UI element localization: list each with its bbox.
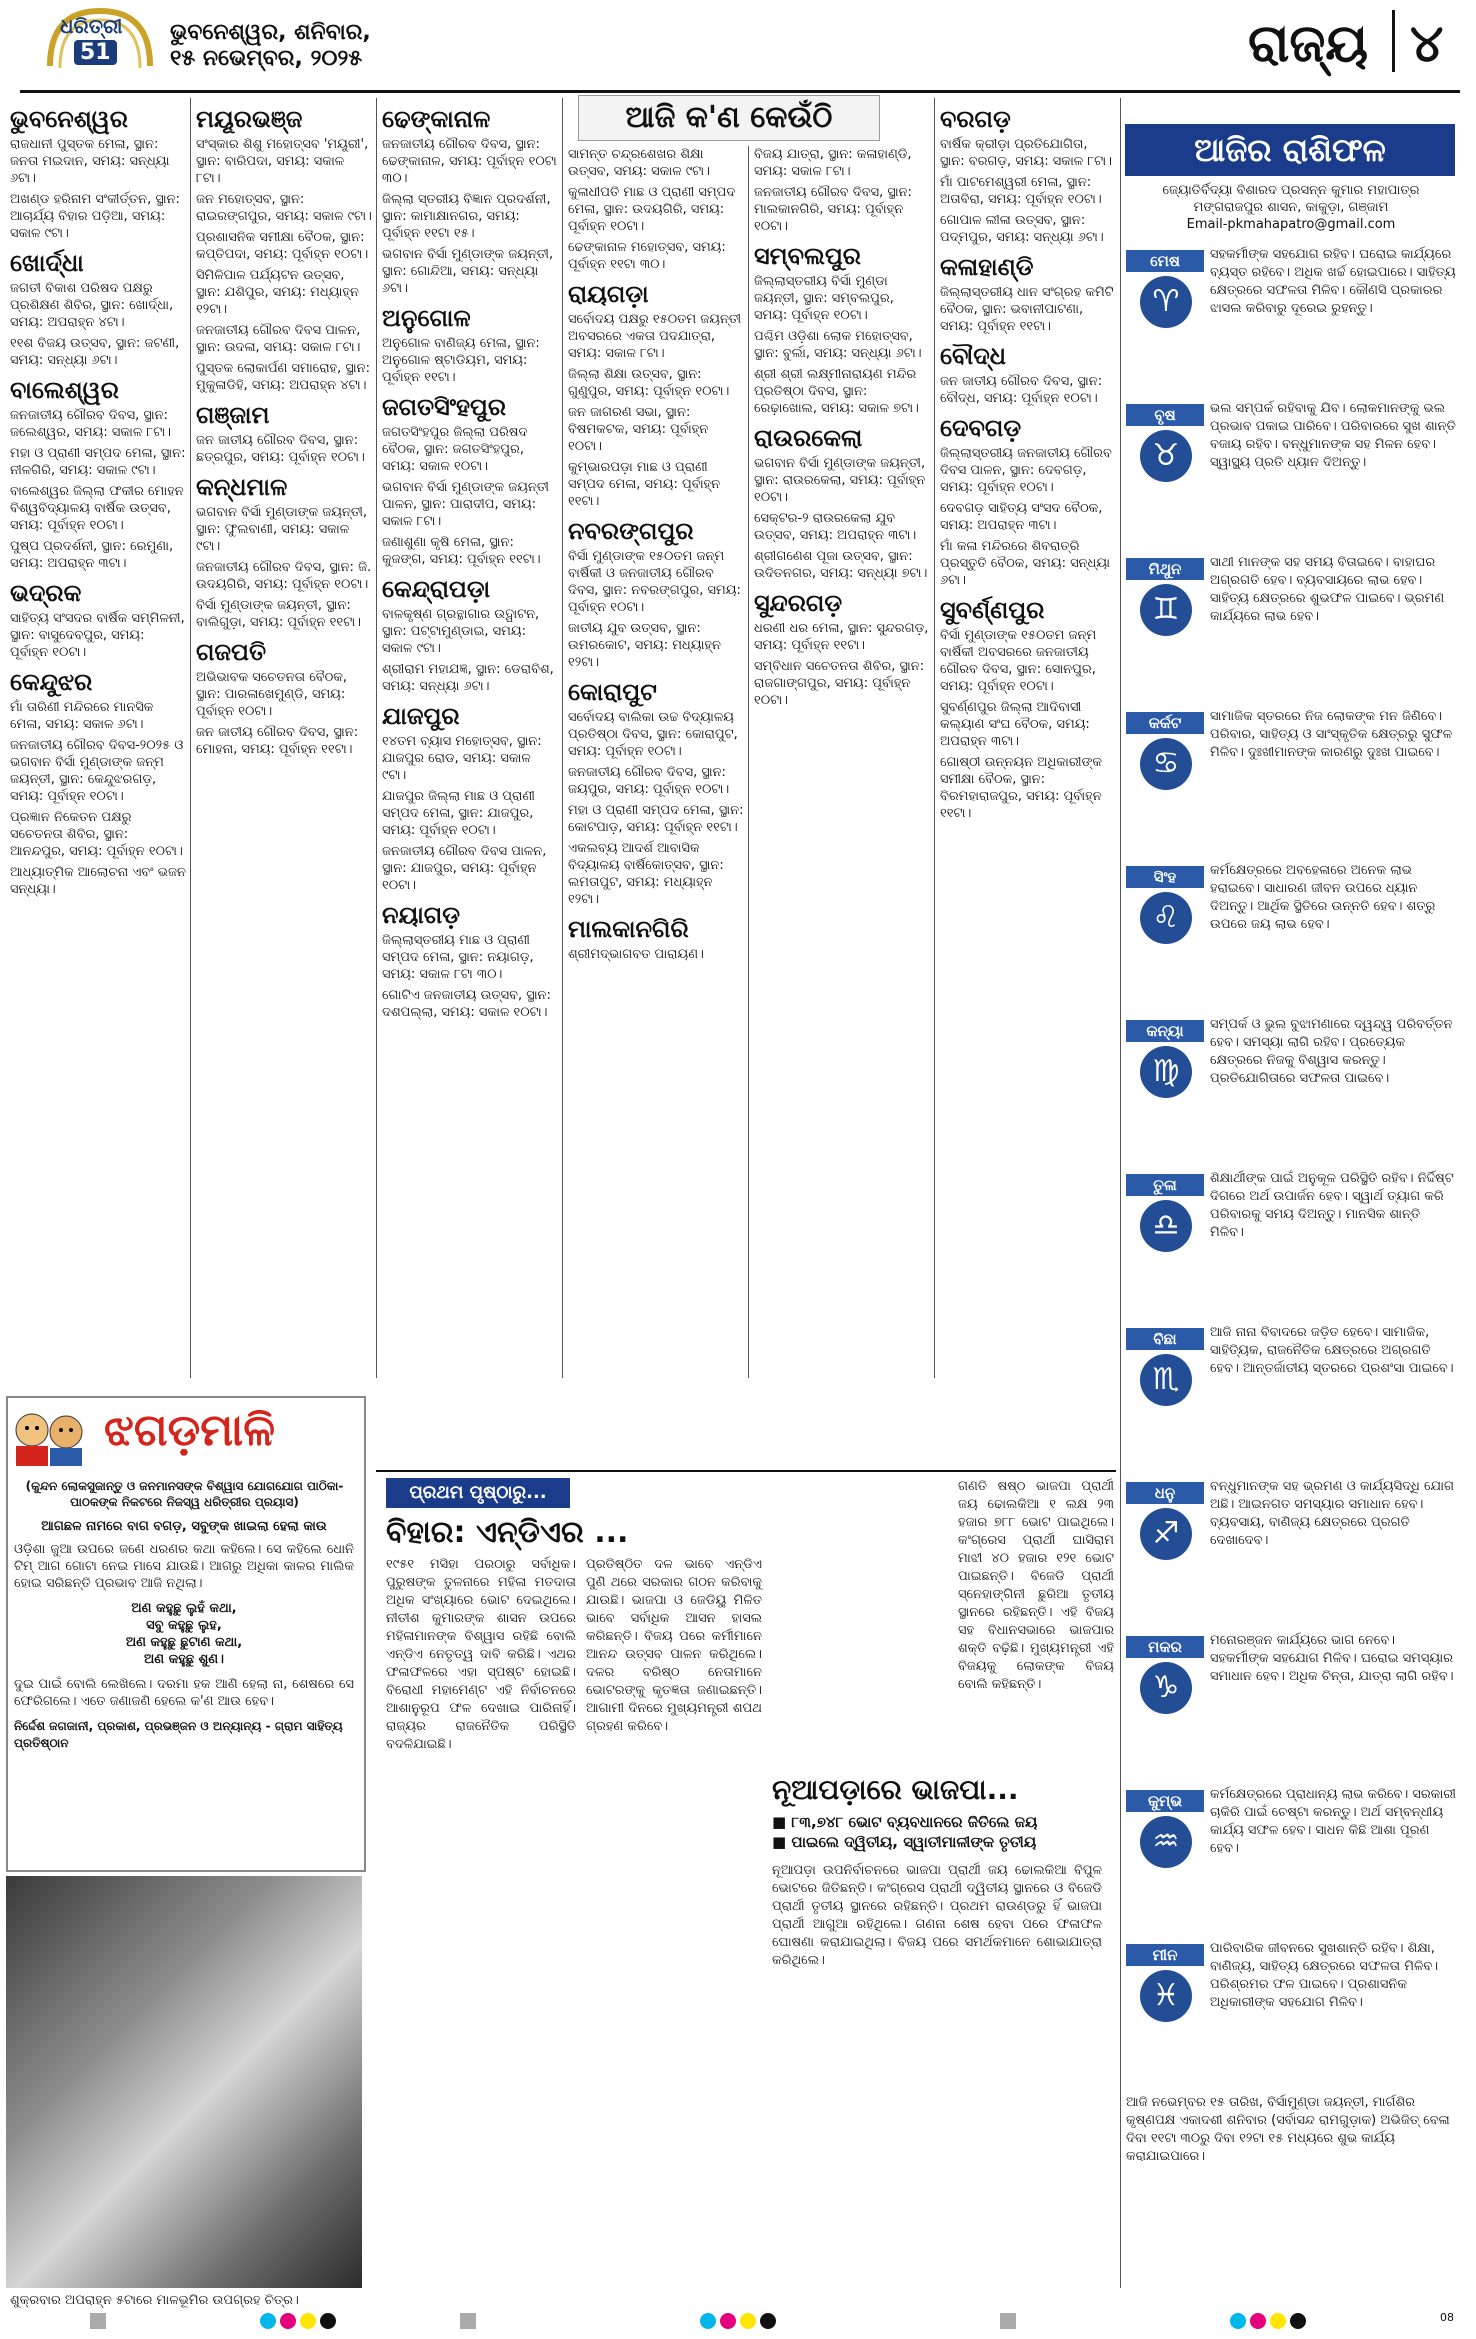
author-name: ଜ୍ୟୋତିର୍ବିଦ୍ୟା ବିଶାରଦ ପ୍ରସନ୍ନ କୁମାର ମହାପାତ୍ର bbox=[1162, 183, 1420, 198]
event-item: ମହା ଓ ପ୍ରାଣୀ ସମ୍ପଦ ମେଳା, ସ୍ଥାନ: ନୀଳଗିରି, ସମୟ: ସକାଳ ୯ଟା। bbox=[10, 446, 186, 478]
event-item: ବାଲେଶ୍ୱର ଜିଲ୍ଲା ଫକୀର ମୋହନ ବିଶ୍ୱବିଦ୍ୟାଳୟ ବାର୍ଷିକ ଉତ୍ସବ, ସମୟ: ପୂର୍ବାହ୍ନ ୧୦ଟା। bbox=[10, 484, 184, 533]
zodiac-icon: ♈ bbox=[1140, 276, 1192, 328]
district-heading: ମାଲକାନଗିରି bbox=[568, 915, 689, 943]
cartoon-byline: ନିର୍ଦ୍ଦେଶ ଜଗଜାନୀ, ପ୍ରକାଶ, ପ୍ରଭଞ୍ଜନ ଓ ଅନ୍ୟାନ୍ୟ - ଗ୍ରାମ ସାହିତ୍ୟ ପ୍ରତିଷ୍ଠାନ bbox=[14, 1719, 343, 1750]
event-item: ଗୋଟିଏ ଜନଜାତୀୟ ଉତ୍ସବ, ସ୍ଥାନ: ଦଶପଲ୍ଲା, ସମୟ: ସକାଳ ୧୦ଟା। bbox=[382, 988, 551, 1020]
district-heading: ରାଉରକେଲା bbox=[754, 424, 863, 452]
cyan-registration-dot bbox=[260, 2313, 276, 2329]
bihar-story-col-1: ୧୯୫୧ ମସିହା ପରଠାରୁ ସର୍ବାଧିକ। ପୁରୁଷଙ୍କ ତୁଳନାରେ ମହିଳା ମତଦାତା ଅଧିକ ସଂଖ୍ୟାରେ ଭୋଟ ଦେଇଥିଲେ। ନୀତୀଶ କୁମାରଙ୍କ ଶାସନ ଉପରେ ମହିଳାମାନଙ୍କ ବିଶ୍ୱାସ ରହିଛି ବୋଲି ଏନ୍‌ଡିଏ ନେତୃତ୍ୱ ଦାବି କରିଛି। ଏଥର ଫଳାଫଳରେ ଏହା ସ୍ପଷ୍ଟ ହୋଇଛି। ବିରୋଧୀ ମହାମେଣ୍ଟ ଏହି ନିର୍ବାଚନରେ ଆଶାନୁରୂପ ଫଳ ଦେଖାଇ ପାରିନାହିଁ। ରାଜ୍ୟର ରାଜନୈତିକ ପରିସ୍ଥିତି ବଦଳିଯାଇଛି। bbox=[386, 1557, 576, 1752]
event-item: ପୁଷ୍ପ ପ୍ରଦର୍ଶନୀ, ସ୍ଥାନ: ରେମୁଣା, ସମୟ: ଅପରାହ୍ନ ୩ଟା। bbox=[10, 539, 174, 571]
rashi-sign-text: ଶିକ୍ଷାର୍ଥୀଙ୍କ ପାଇଁ ଅନୁକୂଳ ପରିସ୍ଥିତି ରହିବ। ନିର୍ଦ୍ଦିଷ୍ଟ ଦିଗରେ ଅର୍ଥ ଉପାର୍ଜନ ହେବ। ସ୍ୱାର୍ଥ ତ୍ୟାଗ କରି ପରିବାରକୁ ସମୟ ଦିଅନ୍ତୁ। ମାନସିକ ଶାନ୍ତି ମିଳିବ। bbox=[1210, 1171, 1454, 1240]
author-email: Email-pkmahapatro@gmail.com bbox=[1186, 217, 1396, 232]
event-item: ମାଁ ତାରିଣୀ ମନ୍ଦିରରେ ମାନସିକ ମେଳା, ସମୟ: ସକାଳ ୬ଟା। bbox=[10, 700, 154, 732]
rashi-sign-label: କର୍କଟ bbox=[1126, 712, 1204, 734]
event-item: ସିମିଳିପାଳ ପର୍ଯ୍ୟଟନ ଉତ୍ସବ, ସ୍ଥାନ: ଯଶିପୁର, ସମୟ: ମଧ୍ୟାହ୍ନ ୧୨ଟା। bbox=[196, 268, 359, 317]
event-item: ୧୧ଶ ବିଜୟ ଉତ୍ସବ, ସ୍ଥାନ: ଜଟଣୀ, ସମୟ: ସନ୍ଧ୍ୟା ୬ଟା। bbox=[10, 336, 180, 368]
nuapada-subhead-2: ■ ପାଇଲେ ଦ୍ୱିତୀୟ, ସ୍ୱାତୀମାଳୀଙ୍କ ତୃତୀୟ bbox=[772, 1833, 1037, 1851]
events-column-3 bbox=[382, 98, 558, 1025]
event-item: ଭଗବାନ ବିର୍ସା ମୁଣ୍ଡାଙ୍କ ଜୟନ୍ତୀ ପାଳନ, ସ୍ଥାନ: ପାରାଦୀପ, ସମୟ: ସକାଳ ୮ଟା। bbox=[382, 480, 549, 529]
district-heading: ନୟାଗଡ଼ bbox=[382, 901, 461, 929]
event-item: ଜନଜାତୀୟ ଗୌରବ ଦିବସ-୨୦୨୫ ଓ ଭଗବାନ ବିର୍ସା ମୁଣ୍ଡାଙ୍କ ଜନ୍ମ ଜୟନ୍ତୀ, ସ୍ଥାନ: କେନ୍ଦୁଝରଗଡ଼, ସମୟ: ପୂର୍ବାହ୍ନ ୧୦ଟା। bbox=[10, 738, 184, 804]
rashi-sign-text: କର୍ମକ୍ଷେତ୍ରରେ ପ୍ରାଧାନ୍ୟ ଲାଭ କରିବେ। ସରକାରୀ ଚାକିରି ପାଇଁ ଚେଷ୍ଟା କରନ୍ତୁ। ଅର୍ଥ ସମ୍ବନ୍ଧୀୟ କାର୍ଯ୍ୟ ସଫଳ ହେବ। ସାଧନ କିଛି ଆଶା ପୂରଣ ହେବ। bbox=[1210, 1787, 1456, 1856]
panjika-note: ଆଜି ନଭେମ୍ବର ୧୫ ତାରିଖ, ବିର୍ସାମୁଣ୍ଡା ଜୟନ୍ତୀ, ମାର୍ଗଶିର କୃଷ୍ଣପକ୍ଷ ଏକାଦଶୀ ଶନିବାର (ସର୍ବାସନ୍ଦ ରାମଗୁଡ଼ାକ) ଅଭିଜିତ୍ ବେଳା ଦିବା ୧୧ଟା ୩୦ରୁ ଦିବା ୧୨ଟା ୧୫ ମଧ୍ୟରେ ଶୁଭ କାର୍ଯ୍ୟ କରାଯାଇପାରେ। bbox=[1126, 2095, 1450, 2164]
zodiac-icon: ♐ bbox=[1140, 1508, 1192, 1560]
satellite-weather-image bbox=[6, 1876, 362, 2288]
date-line-2: ୧୫ ନଭେମ୍ବର, ୨୦୨୫ bbox=[170, 46, 363, 71]
zodiac-icon: ♉ bbox=[1140, 430, 1192, 482]
zodiac-icon: ♎ bbox=[1140, 1200, 1192, 1252]
rashi-sign-text: ସାମାଜିକ ସ୍ତରରେ ନିଜ ଲୋକଙ୍କ ମନ ଜିଣିବେ। ପରିବାର, ସାହିତ୍ୟ ଓ ସାଂସ୍କୃତିକ କ୍ଷେତ୍ରରୁ ସୁଫଳ ମିଳିବ। ଦୁଃଖୀମାନଙ୍କ କାରଣରୁ ଦୁଃଖ ପାଇବେ। bbox=[1210, 709, 1453, 760]
bihar-headline: ବିହାର: ଏନ୍‌ଡିଏର ... bbox=[386, 1515, 629, 1550]
event-item: ଜନଜାତୀୟ ଗୌରବ ଦିବସ, ସ୍ଥାନ: ଜଲେଶ୍ୱର, ସମୟ: ସକାଳ ୮ଟା। bbox=[10, 408, 172, 440]
event-item: ଜନଜାତୀୟ ଗୌରବ ଦିବସ ପାଳନ, ସ୍ଥାନ: ଯାଜପୁର, ସମୟ: ପୂର୍ବାହ୍ନ ୧୦ଟା। bbox=[382, 844, 547, 893]
author-address: ମଙ୍ଗରାଜପୁର ଶାସନ, କାକୁଡ଼ା, ଗଞ୍ଜାମ bbox=[1193, 200, 1389, 215]
event-item: ଜନ ଜାତୀୟ ଗୌରବ ଦିବସ, ସ୍ଥାନ: ବୌଦ୍ଧ, ସମୟ: ପୂର୍ବାହ୍ନ ୧୦ଟା। bbox=[940, 374, 1103, 406]
black-registration-dot bbox=[320, 2313, 336, 2329]
nuapada-subhead-1: ■ ୮୩,୭୪୮ ଭୋଟ ବ୍ୟବଧାନରେ ଜିତିଲେ ଜୟ bbox=[772, 1813, 1038, 1831]
cartoon-credit: (କୁନ୍ଦନ ଲୋକସୁଜାନ୍ତୁ ଓ ଜନମାନସଙ୍କ ବିଶ୍ୱାସ ଯୋଗଯୋଗ ପାଠିକା-ପାଠକଙ୍କ ନିକଟରେ ନିଜସ୍ୱ ଧରିତ୍ରୀର ପ୍ରୟାସ) bbox=[25, 1479, 344, 1509]
rashi-sign-text: ପାରିବାରିକ ଜୀବନରେ ସୁଖଶାନ୍ତି ରହିବ। ଶିକ୍ଷା, ବାଣିଜ୍ୟ, ସାହିତ୍ୟ କ୍ଷେତ୍ରରେ ସଫଳତା ମିଳିବ। ପରିଶ୍ରମର ଫଳ ପାଇବେ। ପ୍ରଶାସନିକ ଅଧିକାରୀଙ୍କ ସହଯୋଗ ମିଳିବ। bbox=[1210, 1941, 1439, 2010]
registration-square bbox=[90, 2313, 106, 2329]
district-heading: କଳାହାଣ୍ଡି bbox=[940, 253, 1034, 281]
date-line bbox=[170, 20, 371, 72]
rashi-sign-label: ମିଥୁନ bbox=[1126, 558, 1204, 580]
masthead-rule bbox=[20, 90, 1460, 93]
district-heading: କୋରାପୁଟ bbox=[568, 678, 657, 706]
district-heading: ଜଗତସିଂହପୁର bbox=[382, 393, 507, 421]
event-item: ସାମନ୍ତ ଚନ୍ଦ୍ରଶେଖର ଶିକ୍ଷା ଉତ୍ସବ, ସମୟ: ସକାଳ ୯ଟା। bbox=[568, 147, 710, 179]
event-item: ଜନଜାତୀୟ ଗୌରବ ଦିବସ, ସ୍ଥାନ: ଢେଙ୍କାନାଳ, ସମୟ: ପୂର୍ବାହ୍ନ ୧୦ଟା ୩୦। bbox=[382, 137, 557, 186]
event-item: ସମ୍ବିଧାନ ସଚେତନତା ଶିବିର, ସ୍ଥାନ: ରାଜଗାଙ୍ଗପୁର, ସମୟ: ପୂର୍ବାହ୍ନ ୧୦ଟା। bbox=[754, 659, 925, 708]
district-heading: ଭୁବନେଶ୍ୱର bbox=[10, 105, 128, 133]
event-item: ବିର୍ସା ମୁଣ୍ଡାଙ୍କ ଜୟନ୍ତୀ, ସ୍ଥାନ: ବାଲିଗୁଡ଼ା, ସମୟ: ପୂର୍ବାହ୍ନ ୧୧ଟା। bbox=[196, 598, 362, 630]
rashi-sign-label: ବୃଷ bbox=[1126, 404, 1204, 426]
event-item: କୁଳାଧୀପତି ମାଛ ଓ ପ୍ରାଣୀ ସମ୍ପଦ ମେଳା, ସ୍ଥାନ: ଉଦୟଗିରି, ସମୟ: ପୂର୍ବାହ୍ନ ୧୦ଟା। bbox=[568, 185, 736, 234]
district-heading: ଢେଙ୍କାନାଳ bbox=[382, 105, 491, 133]
event-item: ପଶ୍ଚିମ ଓଡ଼ିଶା ଲୋକ ମହୋତ୍ସବ, ସ୍ଥାନ: ବୁର୍ଲା, ସମୟ: ସନ୍ଧ୍ୟା ୬ଟା। bbox=[754, 329, 922, 361]
cyan-registration-dot bbox=[700, 2313, 716, 2329]
event-item: ଜିଲ୍ଲାସ୍ତରୀୟ ଜନଜାତୀୟ ଗୌରବ ଦିବସ ପାଳନ, ସ୍ଥାନ: ଦେବଗଡ଼, ସମୟ: ପୂର୍ବାହ୍ନ ୧୦ଟା। bbox=[940, 446, 1112, 495]
nuapada-headline: ନୂଆପଡ଼ାରେ ଭାଜପା... bbox=[772, 1773, 1019, 1806]
events-column-1 bbox=[10, 98, 186, 902]
magenta-registration-dot bbox=[280, 2313, 296, 2329]
rashi-sign-text: ବନ୍ଧୁମାନଙ୍କ ସହ ଭ୍ରମଣ ଓ କାର୍ଯ୍ୟସିଦ୍ଧି ଯୋଗ ଅଛି। ଆଇନଗତ ସମସ୍ୟାର ସମାଧାନ ହେବ। ବ୍ୟବସାୟ, ବାଣିଜ୍ୟ କ୍ଷେତ୍ରରେ ପ୍ରଗତି ଦେଖାଦେବ। bbox=[1210, 1479, 1454, 1548]
cyan-registration-dot bbox=[1230, 2313, 1246, 2329]
district-heading: ମୟୂରଭଞ୍ଜ bbox=[196, 105, 303, 133]
event-item: ଆଧ୍ୟାତ୍ମିକ ଆଲୋଚନା ଏବଂ ଭଜନ ସନ୍ଧ୍ୟା। bbox=[10, 865, 186, 897]
event-item: ମାଁ ପାଟମେଶ୍ୱରୀ ମେଳା, ସ୍ଥାନ: ଅତାବିରା, ସମୟ: ପୂର୍ବାହ୍ନ ୧୦ଟା। bbox=[940, 175, 1102, 207]
event-item: ୧୪ତମ ବ୍ୟାସ ମହୋତ୍ସବ, ସ୍ଥାନ: ଯାଜପୁର ରୋଡ, ସମୟ: ସକାଳ ୯ଟା। bbox=[382, 734, 542, 783]
event-item: ଗୋଷ୍ଠୀ ଉନ୍ନୟନ ଅଧିକାରୀଙ୍କ ସମୀକ୍ଷା ବୈଠକ, ସ୍ଥାନ: ବିରମହାରାଜପୁର, ସମୟ: ପୂର୍ବାହ୍ନ ୧୧ଟା। bbox=[940, 755, 1102, 821]
rashi-sign-label: ମକର bbox=[1126, 1636, 1204, 1658]
event-item: ଶ୍ରୀ ଶ୍ରୀ ଲକ୍ଷ୍ମୀନାରାୟଣ ମନ୍ଦିର ପ୍ରତିଷ୍ଠା ଦିବସ, ସ୍ଥାନ: ରେଢ଼ାଖୋଲ, ସମୟ: ସକାଳ ୭ଟା। bbox=[754, 367, 919, 416]
event-item: ବାଳକୃଷ୍ଣ ଗ୍ରନ୍ଥାଗାର ଉଦ୍ଘାଟନ, ସ୍ଥାନ: ପଟ୍ଟାମୁଣ୍ଡାଇ, ସମୟ: ସକାଳ ୯ଟା। bbox=[382, 607, 540, 656]
district-heading: ଗଜପତି bbox=[196, 638, 267, 666]
event-item: ବିଜୟ ଯାତ୍ରା, ସ୍ଥାନ: କଳାହାଣ୍ଡି, ସମୟ: ସକାଳ ୮ଟା। bbox=[754, 147, 912, 179]
column-divider bbox=[562, 98, 563, 1378]
zodiac-icon: ♒ bbox=[1140, 1816, 1192, 1868]
cartoon-paragraph: ଓଡ଼ିଶା ଜୁଆ ଉପରେ ଜଣେ ଧରଣର କଥା କହିଲେ। ସେ କହିଲେ ଧୋନି ଟିମ୍ ଆଗ ଗୋଟା ନେଇ ମାସେ ଯାଉଛି। ଆଗରୁ ଅଧିକା କାଳର ମାଲିକ ହୋଇ ସରିଛନ୍ତି ପ୍ରଭାବ ଆଜି ନଥିଲା। bbox=[14, 1542, 354, 1591]
event-item: ଭଗବାନ ବିର୍ସା ମୁଣ୍ଡାଙ୍କ ଜୟନ୍ତୀ, ସ୍ଥାନ: ରାଉରକେଲା, ସମୟ: ପୂର୍ବାହ୍ନ ୧୦ଟା। bbox=[754, 456, 926, 505]
zodiac-icon: ♋ bbox=[1140, 738, 1192, 790]
rashi-sign-label: ସିଂହ bbox=[1126, 866, 1204, 888]
bihar-story-col-2: ପ୍ରତିଷ୍ଠିତ ଦଳ ଭାବେ ଏନ୍‌ଡିଏ ପୁଣି ଥରେ ସରକାର ଗଠନ କରିବାକୁ ଯାଉଛି। ଭାଜପା ଓ ଜେଡିୟୁ ମିଳିତ ଭାବେ ସର୍ବାଧିକ ଆସନ ହାସଲ କରିଛନ୍ତି। ବିଜୟ ପରେ କର୍ମୀମାନେ ଆନନ୍ଦ ଉତ୍ସବ ପାଳନ କରିଥିଲେ। ଦଳର ବରିଷ୍ଠ ନେତାମାନେ ଭୋଟରଙ୍କୁ କୃତଜ୍ଞତା ଜଣାଇଛନ୍ତି। ଆଗାମୀ ଦିନରେ ମୁଖ୍ୟମନ୍ତ୍ରୀ ଶପଥ ଗ୍ରହଣ କରିବେ। bbox=[586, 1557, 762, 1734]
zodiac-icon: ♍ bbox=[1140, 1046, 1192, 1098]
event-item: ଭଗବାନ ବିର୍ସା ମୁଣ୍ଡାଙ୍କ ଜୟନ୍ତୀ, ସ୍ଥାନ: ଗୋନ୍ଦିଆ, ସମୟ: ସନ୍ଧ୍ୟା ୬ଟା। bbox=[382, 247, 554, 296]
rashi-sign-label: କୁମ୍ଭ bbox=[1126, 1790, 1204, 1812]
magenta-registration-dot bbox=[720, 2313, 736, 2329]
column-divider bbox=[190, 98, 191, 1378]
section-title: ରାଜ୍ୟ bbox=[1248, 14, 1369, 74]
logo-years-number: 51 bbox=[74, 40, 117, 65]
zodiac-icon: ♑ bbox=[1140, 1662, 1192, 1714]
page-number: ୪ bbox=[1410, 14, 1444, 74]
district-heading: କେନ୍ଦୁଝର bbox=[10, 668, 93, 696]
event-item: ଅଖଣ୍ଡ ହରିନାମ ସଂକୀର୍ତ୍ତନ, ସ୍ଥାନ: ଆଚାର୍ଯ୍ୟ ବିହାର ପଡ଼ିଆ, ସମୟ: ସକାଳ ୯ଟା। bbox=[10, 192, 180, 241]
rashi-sign-label: ବିଛା bbox=[1126, 1328, 1204, 1350]
event-item: ସର୍ବୋଦୟ ବାଲିକା ଉଚ୍ଚ ବିଦ୍ୟାଳୟ ପ୍ରତିଷ୍ଠା ଦିବସ, ସ୍ଥାନ: କୋରାପୁଟ, ସମୟ: ପୂର୍ବାହ୍ନ ୧୦ଟା। bbox=[568, 710, 738, 759]
event-item: ଜିଲ୍ଲାସ୍ତରୀୟ ବିର୍ସା ମୁଣ୍ଡା ଜୟନ୍ତୀ, ସ୍ଥାନ: ସମ୍ବଲପୁର, ସମୟ: ପୂର୍ବାହ୍ନ ୧୦ଟା। bbox=[754, 274, 894, 323]
event-item: ପ୍ରଶାସନିକ ସମୀକ୍ଷା ବୈଠକ, ସ୍ଥାନ: କପ୍ତିପଦା, ସମୟ: ପୂର୍ବାହ୍ନ ୧୦ଟା। bbox=[196, 230, 369, 262]
event-item: ଜନ ଜାତୀୟ ଗୌରବ ଦିବସ, ସ୍ଥାନ: ମୋହନା, ସମୟ: ପୂର୍ବାହ୍ନ ୧୧ଟା। bbox=[196, 725, 359, 757]
rashi-sign-text: ସହକର୍ମୀଙ୍କ ସହଯୋଗ ରହିବ। ଘରୋଇ କାର୍ଯ୍ୟରେ ବ୍ୟସ୍ତ ରହିବେ। ଅଧିକ ଖର୍ଚ୍ଚ ହୋଇପାରେ। ସାହିତ୍ୟ କ୍ଷେତ୍ରରେ ସଫଳତା ମିଳିବ। କୌଣସି ପ୍ରକାରର ଝାସଲ କରିବାରୁ ଦୂରେଇ ରୁହନ୍ତୁ। bbox=[1210, 247, 1456, 316]
cartoon-paragraph-2: ଦୁଇ ପାଇଁ ବୋଲି ଲେଖିଲେ। ଦରମା ହକ ଆଣି ହେଲା ନା, ଶେଷରେ ସେ ଫେରିଗଲେ। ଏତେ ଜଣାଜଣି ହେଲେ କ'ଣ ଆଉ ହେବ। bbox=[14, 1677, 354, 1709]
event-item: ପ୍ରଜ୍ଞାନ ନିକେତନ ପକ୍ଷରୁ ସଚେତନତା ଶିବିର, ସ୍ଥାନ: ଆନନ୍ଦପୁର, ସମୟ: ପୂର୍ବାହ୍ନ ୧୦ଟା। bbox=[10, 810, 183, 859]
event-item: ଧରଣୀ ଧର ମେଳା, ସ୍ଥାନ: ସୁନ୍ଦରଗଡ଼, ସମୟ: ପୂର୍ବାହ୍ନ ୧୧ଟା। bbox=[754, 621, 929, 653]
event-item: ଢେଙ୍କାନାଳ ମହୋତ୍ସବ, ସମୟ: ପୂର୍ବାହ୍ନ ୧୧ଟା ୩୦। bbox=[568, 240, 726, 272]
events-banner: ଆଜି କ'ଣ କେଉଁଠି bbox=[578, 95, 880, 141]
rashi-sign-label: ମେଷ bbox=[1126, 250, 1204, 272]
stories-rule bbox=[376, 1470, 1116, 1472]
event-item: ଜନଜାତୀୟ ଗୌରବ ଦିବସ, ସ୍ଥାନ: ଜୟପୁର, ସମୟ: ପୂର୍ବାହ୍ନ ୧୦ଟା। bbox=[568, 765, 730, 797]
rashi-sign-label: କନ୍ୟା bbox=[1126, 1020, 1204, 1042]
registration-square bbox=[460, 2313, 476, 2329]
event-item: ବାର୍ଷିକ କ୍ରୀଡ଼ା ପ୍ରତିଯୋଗିତା, ସ୍ଥାନ: ବରଗଡ଼, ସମୟ: ସକାଳ ୮ଟା। bbox=[940, 137, 1112, 169]
masthead bbox=[0, 0, 1476, 90]
event-item: ପୁସ୍ତକ ଲୋକାର୍ପଣ ସମାରୋହ, ସ୍ଥାନ: ମୁକୁଳାଡିହି, ସମୟ: ଅପରାହ୍ନ ୪ଟା। bbox=[196, 361, 370, 393]
district-heading: ଖୋର୍ଦ୍ଧା bbox=[10, 249, 84, 277]
event-item: ଜଣାଶୁଣା କୃଷି ମେଳା, ସ୍ଥାନ: କୁଜଙ୍ଗ, ସମୟ: ପୂର୍ବାହ୍ନ ୧୧ଟା। bbox=[382, 535, 541, 567]
event-item: ସଂସ୍କାର ଶିଶୁ ମହୋତ୍ସବ 'ମୟୂରୀ', ସ୍ଥାନ: ବାରିପଦା, ସମୟ: ସକାଳ ୮ଟା। bbox=[196, 137, 369, 186]
event-item: ଏକଲବ୍ୟ ଆଦର୍ଶ ଆବାସିକ ବିଦ୍ୟାଳୟ ବାର୍ଷିକୋତ୍ସବ, ସ୍ଥାନ: ଲମତାପୁଟ, ସମୟ: ମଧ୍ୟାହ୍ନ ୧୨ଟା। bbox=[568, 841, 724, 907]
event-item: ଜିଲ୍ଲା ସ୍ତରୀୟ ବିଜ୍ଞାନ ପ୍ରଦର୍ଶନୀ, ସ୍ଥାନ: କାମାକ୍ଷାନଗର, ସମୟ: ପୂର୍ବାହ୍ନ ୧୧ଟା ୧୫। bbox=[382, 192, 551, 241]
rashi-sign-text: କର୍ମକ୍ଷେତ୍ରରେ ଅବହେଳାରେ ଅନେକ ଲାଭ ହରାଇବେ। ସାଧାରଣ ଜୀବନ ଉପରେ ଧ୍ୟାନ ଦିଅନ୍ତୁ। ଆର୍ଥିକ ସ୍ଥିତିରେ ଉନ୍ନତି ହେବ। ଶତ୍ରୁ ଉପରେ ଜୟ ଲାଭ ହେବ। bbox=[1210, 863, 1436, 932]
cartoon-body bbox=[14, 1518, 354, 1752]
district-heading: ସୁବର୍ଣ୍ଣପୁର bbox=[940, 596, 1045, 624]
rashifal-author bbox=[1128, 182, 1454, 233]
event-item: ଜନଜାତୀୟ ଗୌରବ ଦିବସ, ସ୍ଥାନ: ମାଲକାନଗିରି, ସମୟ: ପୂର୍ବାହ୍ନ ୧୦ଟା। bbox=[754, 185, 912, 234]
district-heading: ବୌଦ୍ଧ bbox=[940, 342, 1006, 370]
event-item: ବିର୍ସା ମୁଣ୍ଡାଙ୍କ ୧୫୦ତମ ଜନ୍ମ ବାର୍ଷିକୀ ଅବସରରେ ଜନଜାତୀୟ ଗୌରବ ଦିବସ, ସ୍ଥାନ: ସୋନପୁର, ସମୟ: ପୂର୍ବାହ୍ନ ୧୦ଟା। bbox=[940, 628, 1097, 694]
events-column-4 bbox=[568, 146, 744, 967]
cartoon-verse-4: ଅଣ କହୁଛୁ ଶୁଣ। bbox=[144, 1652, 224, 1667]
weather-caption: ଶୁକ୍ରବାର ଅପରାହ୍ନ ୫ଟାରେ ମାଳଭୂମିର ଉପଗ୍ରହ ଚିତ୍ର। bbox=[10, 2293, 299, 2308]
black-registration-dot bbox=[1290, 2313, 1306, 2329]
event-item: ସୁବର୍ଣ୍ଣପୁର ଜିଲ୍ଲା ଆଦିବାସୀ କଲ୍ୟାଣ ସଂଘ ବୈଠକ, ସମୟ: ଅପରାହ୍ନ ୩ଟା। bbox=[940, 700, 1090, 749]
event-item: ଅନୁଗୋଳ ବାଣିଜ୍ୟ ମେଳା, ସ୍ଥାନ: ଅନୁଗୋଳ ଷ୍ଟାଡିୟମ, ସମୟ: ପୂର୍ବାହ୍ନ ୧୧ଟା। bbox=[382, 336, 540, 385]
rashi-sign-text: ଆଜି ନାନା ବିବାଦରେ ଜଡ଼ିତ ହେବେ। ସାମାଜିକ, ସାହିତ୍ୟିକ, ରାଜନୈତିକ କ୍ଷେତ୍ରରେ ଅଗ୍ରଗତି ହେବ। ଆନ୍ତର୍ଜାତୀୟ ସ୍ତରରେ ପ୍ରଶଂସା ପାଇବେ। bbox=[1210, 1325, 1454, 1376]
event-item: କୁମ୍ଭାରପଡ଼ା ମାଛ ଓ ପ୍ରାଣୀ ସମ୍ପଦ ମେଳା, ସମୟ: ପୂର୍ବାହ୍ନ ୧୧ଟା। bbox=[568, 460, 721, 509]
district-heading: ଗଞ୍ଜାମ bbox=[196, 401, 270, 429]
event-item: ଶ୍ରୀମଦ୍ଭାଗବତ ପାରାୟଣ। bbox=[568, 947, 704, 962]
event-item: ଜିଲ୍ଲାସ୍ତରୀୟ ମାଛ ଓ ପ୍ରାଣୀ ସମ୍ପଦ ମେଳା, ସ୍ଥାନ: ନୟାଗଡ଼, ସମୟ: ସକାଳ ୮ଟା ୩୦। bbox=[382, 933, 534, 982]
district-heading: ଦେବଗଡ଼ bbox=[940, 414, 1022, 442]
event-item: ସାହିତ୍ୟ ସଂସଦର ବାର୍ଷିକ ସମ୍ମିଳନୀ, ସ୍ଥାନ: ବାସୁଦେବପୁର, ସମୟ: ପୂର୍ବାହ୍ନ ୧୦ଟା। bbox=[10, 611, 185, 660]
cartoon-title: ଝଗଡ଼ମାଳି bbox=[104, 1405, 275, 1456]
registration-square bbox=[1000, 2313, 1016, 2329]
district-heading: ନବରଙ୍ଗପୁର bbox=[568, 517, 694, 545]
event-item: ଶ୍ରୀଗଣେଶ ପୂଜା ଉତ୍ସବ, ସ୍ଥାନ: ଉଦିତନଗର, ସମୟ: ସନ୍ଧ୍ୟା ୭ଟା। bbox=[754, 549, 928, 581]
event-item: ଜନ ମହୋତ୍ସବ, ସ୍ଥାନ: ରାଇରଙ୍ଗପୁର, ସମୟ: ସକାଳ ୯ଟା। bbox=[196, 192, 372, 224]
nuapada-subheads bbox=[772, 1812, 1102, 1852]
event-item: ଯାଜପୁର ଜିଲ୍ଲା ମାଛ ଓ ପ୍ରାଣୀ ସମ୍ପଦ ମେଳା, ସ୍ଥାନ: ଯାଜପୁର, ସମୟ: ପୂର୍ବାହ୍ନ ୧୦ଟା। bbox=[382, 789, 536, 838]
column-divider bbox=[934, 98, 935, 1378]
event-item: ଜନଜାତୀୟ ଗୌରବ ଦିବସ, ସ୍ଥାନ: ଜି. ଉଦୟଗିରି, ସମୟ: ପୂର୍ବାହ୍ନ ୧୦ଟା। bbox=[196, 560, 372, 592]
rashi-sign-label: ଧନୁ bbox=[1126, 1482, 1204, 1504]
event-item: ସର୍ବୋଦୟ ପକ୍ଷରୁ ୧୫୦ତମ ଜୟନ୍ତୀ ଅବସରରେ ଏକତା ପଦଯାତ୍ରା, ସମୟ: ସକାଳ ୮ଟା। bbox=[568, 312, 742, 361]
event-item: ଜନଜାତୀୟ ଗୌରବ ଦିବସ ପାଳନ, ସ୍ଥାନ: ଉଦଳା, ସମୟ: ସକାଳ ୮ଟା। bbox=[196, 323, 361, 355]
event-item: ଅଭିଭାବକ ସଚେତନତା ବୈଠକ, ସ୍ଥାନ: ପାରଳାଖେମୁଣ୍ଡି, ସମୟ: ପୂର୍ବାହ୍ନ ୧୦ଟା। bbox=[196, 670, 348, 719]
cartoon-subtitle: ଆଗଛଳ ନାମରେ ବାଗ ବଗଡ଼, ସବୁଙ୍କ ଖାଇଲା ହେଲା କାଉ bbox=[41, 1519, 327, 1534]
rashi-sign-text: ସାଥୀ ମାନଙ୍କ ସହ ସମୟ ବିତାଇବେ। ବାହାଘର ଅଗ୍ରଗତି ହେବ। ବ୍ୟବସାୟରେ ଲାଭ ହେବ। ସାହିତ୍ୟ କ୍ଷେତ୍ରରେ ଶୁଭଫଳ ପାଇବେ। ଭ୍ରମଣ କାର୍ଯ୍ୟରେ ଲାଭ ହେବ। bbox=[1210, 555, 1445, 624]
yellow-registration-dot bbox=[300, 2313, 316, 2329]
rashifal-title: ଆଜିର ରାଶିଫଳ bbox=[1125, 124, 1455, 176]
event-item: ସେକ୍ଟର-୨ ରାଉରକେଲା ଯୁବ ଉତ୍ସବ, ସମୟ: ଅପରାହ୍ନ ୩ଟା। bbox=[754, 511, 917, 543]
cartoon-faces-illustration bbox=[10, 1400, 90, 1470]
event-item: ଜନ ଜାତୀୟ ଗୌରବ ଦିବସ, ସ୍ଥାନ: ଛତ୍ରପୁର, ସମୟ: ପୂର୍ବାହ୍ନ ୧୦ଟା। bbox=[196, 433, 365, 465]
rashi-sign-text: ସମ୍ପର୍କ ଓ ଭୁଲ ବୁଝାମଣାରେ ଦ୍ୱନ୍ଦ୍ୱ ପରିବର୍ତ୍ତନ ହେବ। ସମସ୍ୟା ଲାଗି ରହିବ। ପ୍ରତ୍ୟେକ କ୍ଷେତ୍ରରେ ନିଜକୁ ବିଶ୍ୱାସ କରନ୍ତୁ। ପ୍ରତିଯୋଗିତାରେ ସଫଳତା ପାଇବେ। bbox=[1210, 1017, 1453, 1086]
page-code: 08 bbox=[1440, 2311, 1454, 2324]
district-heading: କନ୍ଧମାଳ bbox=[196, 473, 288, 501]
yellow-registration-dot bbox=[1270, 2313, 1286, 2329]
district-heading: କେନ୍ଦ୍ରାପଡ଼ା bbox=[382, 575, 491, 603]
district-heading: ସୁନ୍ଦରଗଡ଼ bbox=[754, 589, 843, 617]
event-item: ଜିଲ୍ଲାସ୍ତରୀୟ ଧାନ ସଂଗ୍ରହ କମିଟି ବୈଠକ, ସ୍ଥାନ: ଭବାନୀପାଟଣା, ସମୟ: ପୂର୍ବାହ୍ନ ୧୧ଟା। bbox=[940, 285, 1114, 334]
event-item: ରାଜଧାନୀ ପୁସ୍ତକ ମେଳା, ସ୍ଥାନ: ଜନତା ମଇଦାନ, ସମୟ: ସନ୍ଧ୍ୟା ୬ଟା। bbox=[10, 137, 170, 186]
district-heading: ଯାଜପୁର bbox=[382, 702, 460, 730]
front-page-tag: ପ୍ରଥମ ପୃଷ୍ଠାରୁ... bbox=[386, 1478, 570, 1508]
event-item: ଜନ ଜାଗରଣ ସଭା, ସ୍ଥାନ: ବିଷମକଟକ, ସମୟ: ପୂର୍ବାହ୍ନ ୧୦ଟା। bbox=[568, 405, 709, 454]
events-column-5 bbox=[754, 146, 930, 713]
nuapada-story-right: ଗଣତି ଷଷ୍ଠ ଭାଜପା ପ୍ରାର୍ଥୀ ଜୟ ଢୋଲକିଆ ୧ ଲକ୍ଷ ୨୩ ହଜାର ୭୮୮ ଭୋଟ ପାଇଥିଲେ। କଂଗ୍ରେସ ପ୍ରାର୍ଥୀ ଘାସିରାମ ମାଝୀ ୪୦ ହଜାର ୧୨୧ ଭୋଟ ପାଇଛନ୍ତି। ବିଜେଡି ପ୍ରାର୍ଥୀ ସ୍ନେହାଙ୍ଗିନୀ ଛୁରିଆ ତୃତୀୟ ସ୍ଥାନରେ ରହିଛନ୍ତି। ଏହି ବିଜୟ ସହ ବିଧାନସଭାରେ ଭାଜପାର ଶକ୍ତି ବଢ଼ିଛି। ମୁଖ୍ୟମନ୍ତ୍ରୀ ଏହି ବିଜୟକୁ ଲୋକଙ୍କ ବିଜୟ ବୋଲି କହିଛନ୍ତି। bbox=[958, 1479, 1114, 1692]
district-heading: ଅନୁଗୋଳ bbox=[382, 304, 471, 332]
district-heading: ବରଗଡ଼ bbox=[940, 105, 1011, 133]
events-column-6 bbox=[940, 98, 1116, 826]
event-item: ମାଁ କଳା ମନ୍ଦିରରେ ଶିବରାତ୍ରି ପ୍ରସ୍ତୁତି ବୈଠକ, ସମୟ: ସନ୍ଧ୍ୟା ୬ଟା। bbox=[940, 539, 1111, 588]
rashi-sign-label: ତୁଳା bbox=[1126, 1174, 1204, 1196]
logo-word: ଧରିତ୍ରୀ bbox=[60, 14, 123, 38]
zodiac-icon: ♌ bbox=[1140, 892, 1192, 944]
column-divider bbox=[1120, 98, 1121, 2288]
district-heading: ଭଦ୍ରକ bbox=[10, 579, 82, 607]
district-heading: ସମ୍ବଲପୁର bbox=[754, 242, 861, 270]
black-registration-dot bbox=[760, 2313, 776, 2329]
zodiac-icon: ♓ bbox=[1140, 1970, 1192, 2022]
district-heading: ରାୟଗଡ଼ା bbox=[568, 280, 649, 308]
event-item: ଜଗତସିଂହପୁର ଜିଲ୍ଲା ପରିଷଦ ବୈଠକ, ସ୍ଥାନ: ଜଗତସିଂହପୁର, ସମୟ: ସକାଳ ୧୦ଟା। bbox=[382, 425, 528, 474]
title-divider bbox=[1392, 10, 1395, 72]
event-item: ଗୋପାଳ ଲୀଳା ଉତ୍ସବ, ସ୍ଥାନ: ପଦ୍ମପୁର, ସମୟ: ସନ୍ଧ୍ୟା ୬ଟା। bbox=[940, 213, 1104, 245]
event-item: ଶ୍ରୀରାମ ମହାଯଜ୍ଞ, ସ୍ଥାନ: ଡେରାବିଶ, ସମୟ: ସନ୍ଧ୍ୟା ୬ଟା। bbox=[382, 662, 554, 694]
event-item: ବିର୍ସା ମୁଣ୍ଡାଙ୍କ ୧୫୦ତମ ଜନ୍ମ ବାର୍ଷିକୀ ଓ ଜନଜାତୀୟ ଗୌରବ ଦିବସ, ସ୍ଥାନ: ନବରଙ୍ଗପୁର, ସମୟ: ପୂର୍ବାହ୍ନ ୧୦ଟା। bbox=[568, 549, 741, 615]
rashi-sign-text: ଭଲ ସମ୍ପର୍କ ରହିବାକୁ ଯିବ। ଲୋକମାନଙ୍କୁ ଭଲ ପ୍ରଭାବ ପକାଇ ପାରିବେ। ପରିବାରରେ ସୁଖ ଶାନ୍ତି ବଜାୟ ରହିବ। ବନ୍ଧୁମାନଙ୍କ ସହ ମିଳନ ହେବ। ସ୍ୱାସ୍ଥ୍ୟ ପ୍ରତି ଧ୍ୟାନ ଦିଅନ୍ତୁ। bbox=[1210, 401, 1456, 470]
column-divider bbox=[748, 146, 749, 1378]
zodiac-icon: ♏ bbox=[1140, 1354, 1192, 1406]
nuapada-story: ନୂଆପଡ଼ା ଉପନିର୍ବାଚନରେ ଭାଜପା ପ୍ରାର୍ଥୀ ଜୟ ଢୋଲକିଆ ବିପୁଳ ଭୋଟରେ ଜିତିଛନ୍ତି। କଂଗ୍ରେସ ପ୍ରାର୍ଥୀ ଦ୍ୱିତୀୟ ସ୍ଥାନରେ ଓ ବିଜେଡି ପ୍ରାର୍ଥୀ ତୃତୀୟ ସ୍ଥାନରେ ରହିଛନ୍ତି। ପ୍ରଥମ ରାଉଣ୍ଡରୁ ହିଁ ଭାଜପା ପ୍ରାର୍ଥୀ ଆଗୁଆ ରହିଥିଲେ। ଗଣନା ଶେଷ ହେବା ପରେ ଫଳାଫଳ ଘୋଷଣା କରାଯାଇଥିଲା। ବିଜୟ ପରେ ସମର୍ଥକମାନେ ଶୋଭାଯାତ୍ରା କରିଥିଲେ। bbox=[772, 1863, 1102, 1968]
event-item: ଜିଲ୍ଲା ଶିକ୍ଷା ଉତ୍ସବ, ସ୍ଥାନ: ଗୁଣୁପୁର, ସମୟ: ପୂର୍ବାହ୍ନ ୧୦ଟା। bbox=[568, 367, 730, 399]
event-item: ମହା ଓ ପ୍ରାଣୀ ସମ୍ପଦ ମେଳା, ସ୍ଥାନ: କୋଟପାଡ଼, ସମୟ: ପୂର୍ବାହ୍ନ ୧୧ଟା। bbox=[568, 803, 744, 835]
event-item: ଜଗତୀ ବିକାଶ ପରିଷଦ ପକ୍ଷରୁ ପ୍ରଶିକ୍ଷଣ ଶିବିର, ସ୍ଥାନ: ଖୋର୍ଦ୍ଧା, ସମୟ: ଅପରାହ୍ନ ୪ଟା। bbox=[10, 281, 174, 330]
event-item: ଭଗବାନ ବିର୍ସା ମୁଣ୍ଡାଙ୍କ ଜୟନ୍ତୀ, ସ୍ଥାନ: ଫୁଲବାଣୀ, ସମୟ: ସକାଳ ୯ଟା। bbox=[196, 505, 368, 554]
yellow-registration-dot bbox=[740, 2313, 756, 2329]
column-divider bbox=[376, 98, 377, 1378]
rashi-sign-text: ମନୋରଞ୍ଜନ କାର୍ଯ୍ୟରେ ଭାଗ ନେବେ। ସହକର୍ମୀଙ୍କ ସହଯୋଗ ମିଳିବ। ଘରୋଇ ସମସ୍ୟାର ସମାଧାନ ହେବ। ଅଧିକ ଚିନ୍ତା, ଯାତ୍ରା ଲାଗି ରହିବ। bbox=[1210, 1633, 1454, 1684]
events-column-2 bbox=[196, 98, 372, 762]
event-item: ଦେବଗଡ଼ ସାହିତ୍ୟ ସଂସଦ ବୈଠକ, ସମୟ: ଅପରାହ୍ନ ୩ଟା। bbox=[940, 501, 1103, 533]
event-item: ଜାତୀୟ ଯୁବ ଉତ୍ସବ, ସ୍ଥାନ: ଉମରକୋଟ, ସମୟ: ମଧ୍ୟାହ୍ନ ୧୨ଟା। bbox=[568, 621, 721, 670]
cartoon-verse-3: ଅଣ କହୁଛୁ ଛୁଟାଣ କଥା, bbox=[125, 1635, 243, 1650]
cartoon-verse-1: ଅଣ କହୁଛୁ ଲୁହଁ କଥା, bbox=[131, 1601, 237, 1616]
magenta-registration-dot bbox=[1250, 2313, 1266, 2329]
cartoon-verse-2: ସବୁ କହୁଛୁ ଲୁହ, bbox=[146, 1618, 222, 1633]
rashi-sign-label: ମୀନ bbox=[1126, 1944, 1204, 1966]
district-heading: ବାଲେଶ୍ୱର bbox=[10, 376, 119, 404]
date-line-1: ଭୁବନେଶ୍ୱର, ଶନିବାର, bbox=[170, 20, 371, 45]
zodiac-icon: ♊ bbox=[1140, 584, 1192, 636]
print-registration-strip bbox=[0, 2305, 1476, 2339]
